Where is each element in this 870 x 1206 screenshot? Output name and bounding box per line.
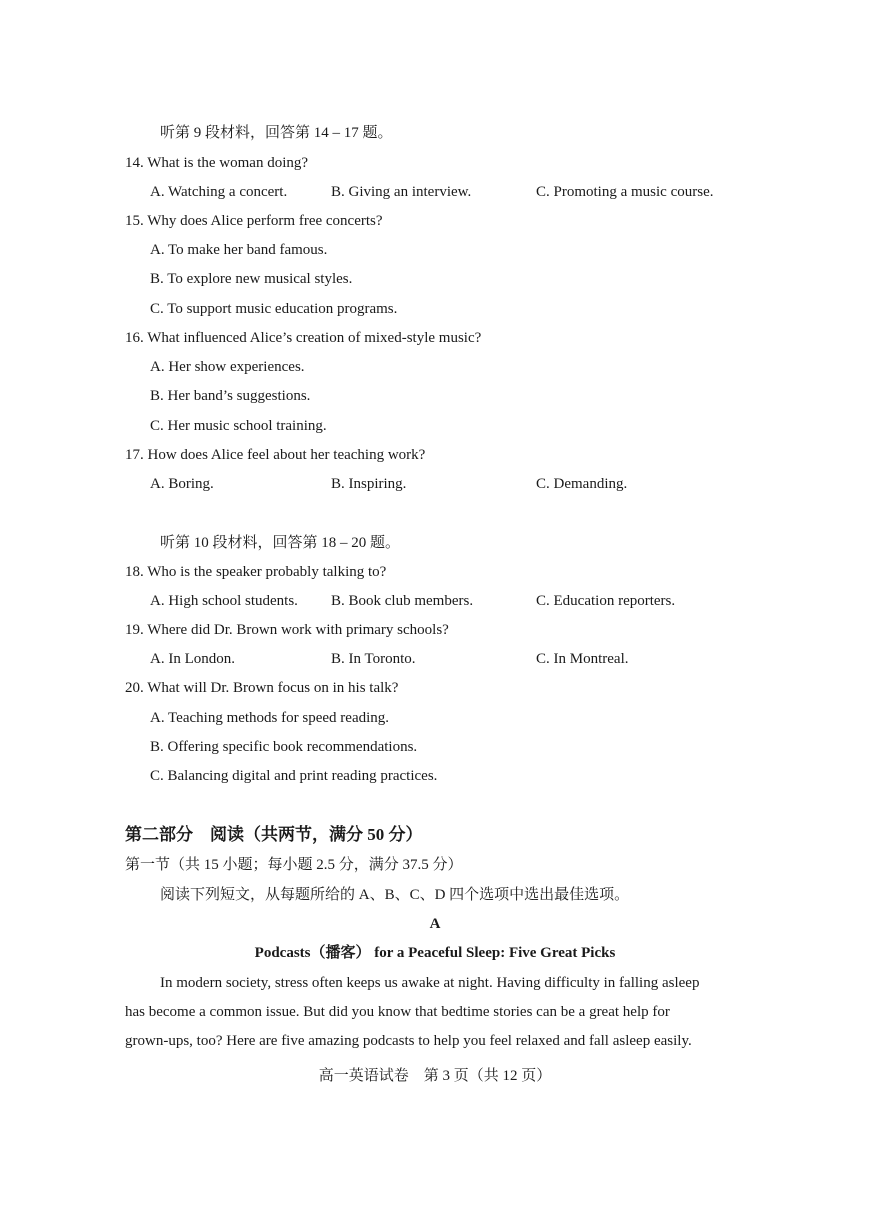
question-20-option-b: B. Offering specific book recommendations.: [150, 739, 418, 755]
page-footer: 高一英语试卷 第 3 页（共 12 页）: [318, 1068, 552, 1084]
question-15-option-a: A. To make her band famous.: [150, 242, 328, 258]
group10-instruction: 听第 10 段材料，回答第 18 – 20 题。: [160, 535, 401, 551]
question-18-option-a: A. High school students.: [150, 593, 298, 609]
passage-line-1: In modern society, stress often keeps us awake at night. Having difficulty in falling asleep: [160, 975, 700, 991]
question-19-option-a: A. In London.: [150, 651, 235, 667]
question-18-option-c: C. Education reporters.: [536, 593, 676, 609]
question-17-stem: 17. How does Alice feel about her teaching work?: [125, 447, 426, 463]
question-20-option-a: A. Teaching methods for speed reading.: [150, 710, 390, 726]
question-14-option-c: C. Promoting a music course.: [536, 184, 714, 200]
question-15-option-c: C. To support music education programs.: [150, 301, 398, 317]
section-one-title: 第一节（共 15 小题；每小题 2.5 分，满分 37.5 分）: [125, 857, 463, 873]
question-16-option-b: B. Her band’s suggestions.: [150, 388, 311, 404]
question-17-option-b: B. Inspiring.: [331, 476, 407, 492]
passage-title: Podcasts（播客） for a Peaceful Sleep: Five Great Picks: [254, 945, 616, 961]
question-18-option-b: B. Book club members.: [331, 593, 474, 609]
reading-instruction: 阅读下列短文，从每题所给的 A、B、C、D 四个选项中选出最佳选项。: [160, 887, 630, 903]
question-14-option-b: B. Giving an interview.: [331, 184, 472, 200]
question-15-stem: 15. Why does Alice perform free concerts?: [125, 213, 383, 229]
question-20-stem: 20. What will Dr. Brown focus on in his talk?: [125, 680, 399, 696]
question-15-option-b: B. To explore new musical styles.: [150, 271, 353, 287]
question-19-option-c: C. In Montreal.: [536, 651, 629, 667]
passage-letter: A: [429, 916, 441, 932]
question-17-option-a: A. Boring.: [150, 476, 214, 492]
group9-instruction: 听第 9 段材料，回答第 14 – 17 题。: [160, 125, 393, 141]
question-20-option-c: C. Balancing digital and print reading practices.: [150, 768, 438, 784]
question-19-option-b: B. In Toronto.: [331, 651, 416, 667]
question-16-option-a: A. Her show experiences.: [150, 359, 305, 375]
question-14-stem: 14. What is the woman doing?: [125, 155, 309, 171]
question-17-option-c: C. Demanding.: [536, 476, 628, 492]
passage-line-3: grown-ups, too? Here are five amazing podcasts to help you feel relaxed and fall asleep easily.: [125, 1033, 692, 1049]
part-two-title: 第二部分 阅读（共两节，满分 50 分）: [125, 825, 423, 844]
question-19-stem: 19. Where did Dr. Brown work with primary schools?: [125, 622, 449, 638]
passage-line-2: has become a common issue. But did you know that bedtime stories can be a great help for: [125, 1004, 670, 1020]
question-16-stem: 16. What influenced Alice’s creation of mixed-style music?: [125, 330, 482, 346]
question-14-option-a: A. Watching a concert.: [150, 184, 288, 200]
question-16-option-c: C. Her music school training.: [150, 418, 327, 434]
question-18-stem: 18. Who is the speaker probably talking to?: [125, 564, 387, 580]
